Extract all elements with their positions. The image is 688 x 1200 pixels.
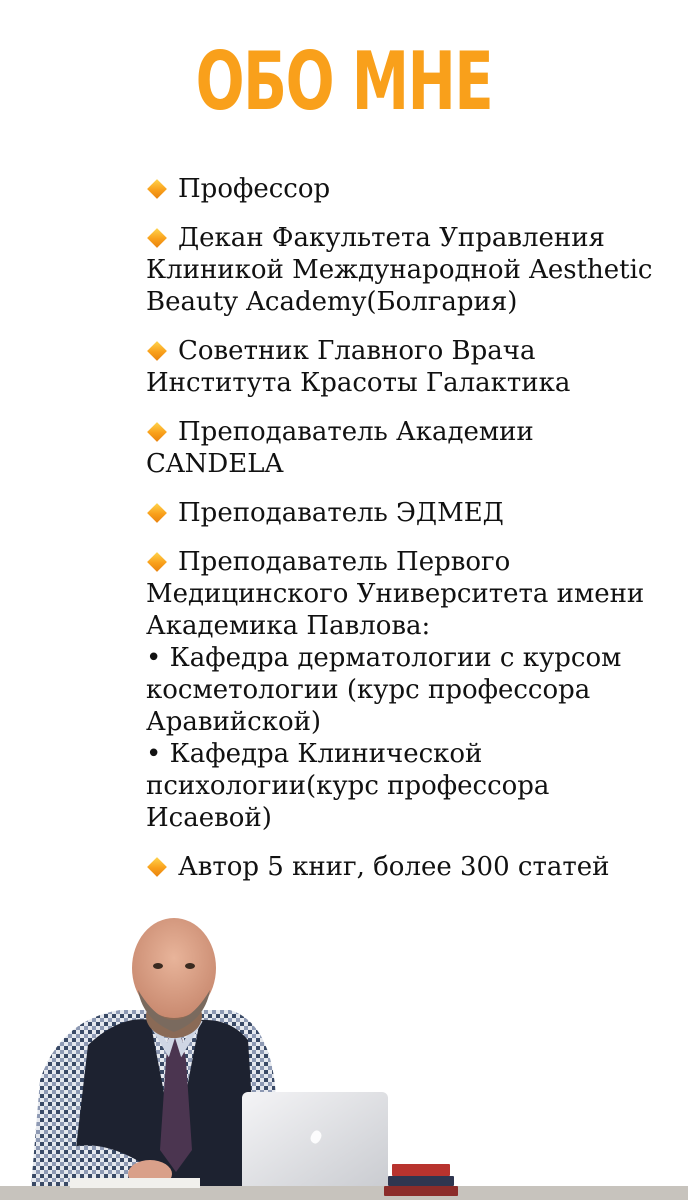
- sub-item-department: • Кафедра Клинической психологии(курс профессора Исаевой): [146, 739, 550, 833]
- item-text: Преподаватель Первого Медицинского Университета имени Академика Павлова:: [146, 547, 645, 641]
- diamond-bullet-icon: [147, 552, 167, 572]
- list-item: [146, 222, 666, 318]
- list-item: [146, 497, 666, 529]
- item-text: Преподаватель ЭДМЕД: [178, 498, 504, 528]
- item-text: Автор 5 книг, более 300 статей: [178, 852, 610, 882]
- diamond-bullet-icon: [147, 228, 167, 248]
- list-item: [146, 851, 666, 883]
- diamond-bullet-icon: [147, 341, 167, 361]
- item-text: Профессор: [178, 174, 331, 204]
- list-item: [146, 416, 666, 480]
- list-item: [146, 335, 666, 399]
- diamond-bullet-icon: [147, 857, 167, 877]
- diamond-bullet-icon: [147, 422, 167, 442]
- page-title: ОБО МНЕ: [195, 35, 493, 128]
- diamond-bullet-icon: [147, 179, 167, 199]
- item-text: Преподаватель Академии CANDELA: [146, 417, 534, 479]
- diamond-bullet-icon: [147, 503, 167, 523]
- list-item: [146, 546, 666, 834]
- list-item: [146, 173, 666, 205]
- item-text: Советник Главного Врача Института Красоты Галактика: [146, 336, 571, 398]
- item-text: Декан Факультета Управления Клиникой Международной Aesthetic Beauty Academy(Болгария): [146, 223, 653, 317]
- sub-item-department: • Кафедра дерматологии с курсом косметологии (курс профессора Аравийской): [146, 643, 622, 737]
- credentials-list: [146, 173, 666, 900]
- portrait-photo: [0, 910, 688, 1200]
